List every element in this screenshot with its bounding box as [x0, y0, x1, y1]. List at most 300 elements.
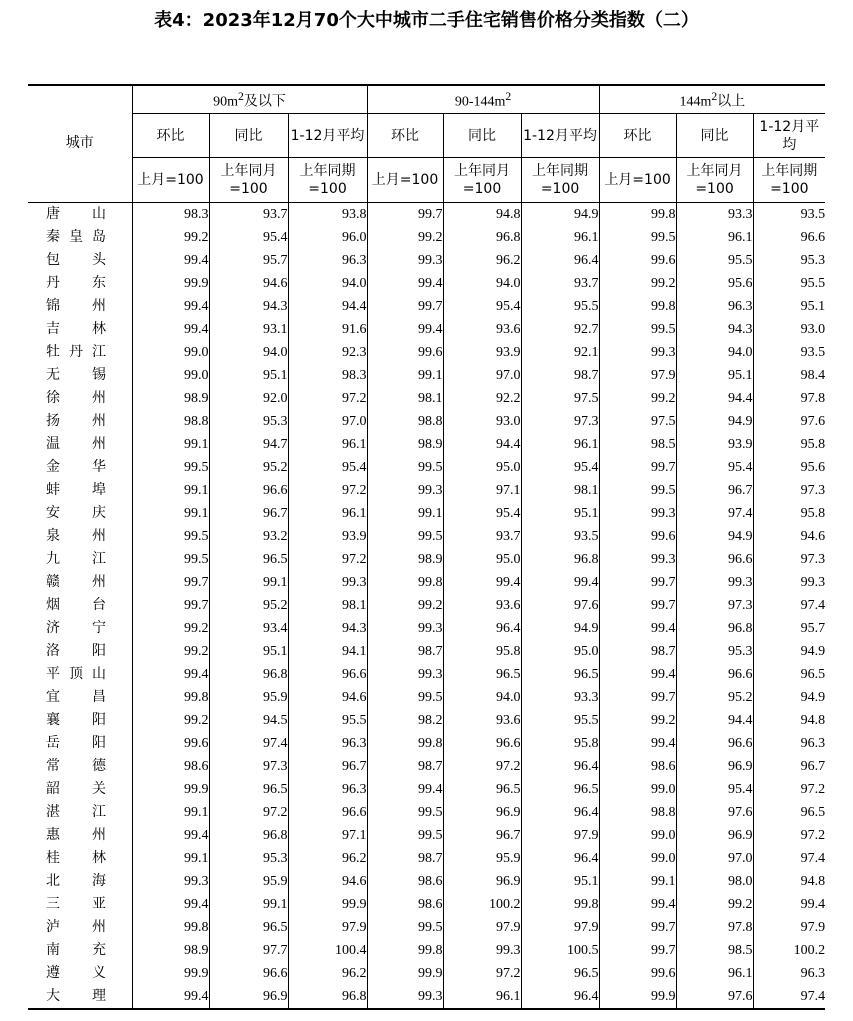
index-value-cell: 96.6 — [676, 732, 753, 755]
index-value-cell: 97.8 — [753, 387, 825, 410]
table-row — [28, 870, 825, 893]
table-row — [28, 272, 825, 295]
city-cell — [28, 594, 132, 617]
index-value-cell: 95.2 — [676, 686, 753, 709]
index-value-cell: 100.2 — [753, 939, 825, 962]
index-value-cell: 97.5 — [599, 410, 676, 433]
index-value-cell: 95.3 — [676, 640, 753, 663]
index-value-cell: 95.0 — [443, 548, 521, 571]
table-row — [28, 456, 825, 479]
index-value-cell: 95.9 — [443, 847, 521, 870]
table-row — [28, 801, 825, 824]
sub-header: 环比 — [132, 114, 209, 158]
index-value-cell: 97.2 — [443, 962, 521, 985]
index-value-cell: 94.4 — [288, 295, 367, 318]
index-value-cell: 98.0 — [676, 870, 753, 893]
city-cell — [28, 732, 132, 755]
index-value-cell: 99.6 — [367, 341, 443, 364]
city-cell — [28, 824, 132, 847]
index-value-cell: 99.2 — [599, 709, 676, 732]
index-value-cell: 94.8 — [753, 870, 825, 893]
index-value-cell: 97.8 — [676, 916, 753, 939]
index-value-cell: 96.4 — [521, 249, 599, 272]
city-cell — [28, 962, 132, 985]
city-cell — [28, 617, 132, 640]
index-value-cell: 99.0 — [599, 778, 676, 801]
index-value-cell: 95.2 — [209, 594, 288, 617]
index-value-cell: 96.7 — [676, 479, 753, 502]
index-value-cell: 99.5 — [367, 456, 443, 479]
city-name: 赣州 — [46, 574, 106, 590]
index-value-cell: 96.4 — [521, 755, 599, 778]
index-value-cell: 99.9 — [288, 893, 367, 916]
index-value-cell: 99.2 — [132, 709, 209, 732]
index-value-cell: 99.4 — [599, 893, 676, 916]
index-value-cell: 95.4 — [443, 295, 521, 318]
city-cell — [28, 755, 132, 778]
index-value-cell: 99.5 — [367, 824, 443, 847]
index-value-cell: 95.0 — [443, 456, 521, 479]
base-header: 上年同期=100 — [288, 158, 367, 203]
city-cell — [28, 709, 132, 732]
index-value-cell: 97.2 — [443, 755, 521, 778]
index-value-cell: 99.0 — [132, 341, 209, 364]
index-value-cell: 96.4 — [521, 801, 599, 824]
index-value-cell: 95.5 — [521, 295, 599, 318]
city-cell — [28, 295, 132, 318]
index-value-cell: 99.1 — [132, 433, 209, 456]
sub-header: 1-12月平均 — [288, 114, 367, 158]
city-name: 惠州 — [46, 827, 106, 843]
table-row — [28, 594, 825, 617]
index-value-cell: 96.3 — [676, 295, 753, 318]
index-value-cell: 96.8 — [443, 226, 521, 249]
city-cell — [28, 801, 132, 824]
index-value-cell: 97.6 — [676, 985, 753, 1009]
city-cell — [28, 548, 132, 571]
index-value-cell: 94.4 — [443, 433, 521, 456]
index-value-cell: 96.7 — [753, 755, 825, 778]
index-value-cell: 96.6 — [209, 479, 288, 502]
index-value-cell: 97.1 — [288, 824, 367, 847]
index-value-cell: 97.4 — [753, 594, 825, 617]
index-value-cell: 93.9 — [443, 341, 521, 364]
index-value-cell: 96.2 — [443, 249, 521, 272]
index-value-cell: 98.7 — [367, 640, 443, 663]
index-value-cell: 99.7 — [367, 203, 443, 227]
index-value-cell: 96.9 — [209, 985, 288, 1009]
sub-header: 1-12月平均 — [521, 114, 599, 158]
city-cell — [28, 571, 132, 594]
index-value-cell: 99.8 — [367, 939, 443, 962]
index-value-cell: 97.9 — [443, 916, 521, 939]
index-value-cell: 99.9 — [367, 962, 443, 985]
index-value-cell: 94.6 — [288, 870, 367, 893]
index-value-cell: 99.4 — [599, 732, 676, 755]
index-value-cell: 93.8 — [288, 203, 367, 227]
index-value-cell: 99.3 — [367, 617, 443, 640]
index-value-cell: 96.3 — [753, 732, 825, 755]
index-value-cell: 97.4 — [676, 502, 753, 525]
index-value-cell: 99.0 — [132, 364, 209, 387]
index-value-cell: 99.7 — [599, 916, 676, 939]
index-value-cell: 97.3 — [753, 479, 825, 502]
index-value-cell: 99.3 — [367, 249, 443, 272]
index-value-cell: 96.6 — [676, 663, 753, 686]
index-value-cell: 97.6 — [676, 801, 753, 824]
index-value-cell: 96.8 — [209, 824, 288, 847]
index-value-cell: 99.0 — [599, 824, 676, 847]
base-header: 上年同月=100 — [676, 158, 753, 203]
index-value-cell: 97.3 — [676, 594, 753, 617]
city-name: 徐州 — [46, 390, 106, 406]
city-name: 洛阳 — [46, 643, 106, 659]
city-name: 锦州 — [46, 298, 106, 314]
index-value-cell: 99.5 — [367, 916, 443, 939]
table-row — [28, 732, 825, 755]
index-value-cell: 98.8 — [132, 410, 209, 433]
index-value-cell: 98.1 — [288, 594, 367, 617]
sub-header: 同比 — [443, 114, 521, 158]
index-value-cell: 97.0 — [676, 847, 753, 870]
index-value-cell: 96.5 — [753, 801, 825, 824]
sub-header: 环比 — [599, 114, 676, 158]
city-cell — [28, 686, 132, 709]
index-value-cell: 100.5 — [521, 939, 599, 962]
index-value-cell: 94.4 — [676, 709, 753, 732]
index-value-cell: 95.1 — [521, 502, 599, 525]
table-row — [28, 502, 825, 525]
index-value-cell: 93.9 — [288, 525, 367, 548]
city-name: 安庆 — [46, 505, 106, 521]
index-value-cell: 99.4 — [132, 318, 209, 341]
index-value-cell: 99.9 — [132, 778, 209, 801]
city-name: 南充 — [46, 942, 106, 958]
city-cell — [28, 433, 132, 456]
index-value-cell: 93.7 — [209, 203, 288, 227]
index-value-cell: 99.8 — [367, 732, 443, 755]
index-value-cell: 94.0 — [443, 272, 521, 295]
index-value-cell: 95.7 — [753, 617, 825, 640]
index-value-cell: 96.1 — [676, 226, 753, 249]
index-value-cell: 95.1 — [676, 364, 753, 387]
index-value-cell: 93.3 — [521, 686, 599, 709]
city-name: 唐山 — [46, 206, 106, 222]
index-value-cell: 99.7 — [367, 295, 443, 318]
index-value-cell: 96.7 — [288, 755, 367, 778]
table-row — [28, 985, 825, 1009]
city-cell — [28, 456, 132, 479]
index-value-cell: 99.3 — [288, 571, 367, 594]
table-row — [28, 640, 825, 663]
city-cell — [28, 893, 132, 916]
city-name: 金华 — [46, 459, 106, 475]
city-cell — [28, 939, 132, 962]
index-value-cell: 97.4 — [209, 732, 288, 755]
index-value-cell: 99.5 — [599, 479, 676, 502]
city-name: 宜昌 — [46, 689, 106, 705]
city-cell — [28, 916, 132, 939]
city-cell — [28, 318, 132, 341]
index-value-cell: 99.1 — [599, 870, 676, 893]
index-value-cell: 92.0 — [209, 387, 288, 410]
index-value-cell: 95.9 — [209, 686, 288, 709]
index-value-cell: 99.1 — [209, 893, 288, 916]
table-row — [28, 410, 825, 433]
city-cell — [28, 985, 132, 1009]
city-name: 济宁 — [46, 620, 106, 636]
index-value-cell: 95.5 — [288, 709, 367, 732]
city-name: 包头 — [46, 252, 106, 268]
index-value-cell: 95.4 — [288, 456, 367, 479]
index-value-cell: 98.4 — [753, 364, 825, 387]
index-value-cell: 96.1 — [288, 502, 367, 525]
table-row — [28, 387, 825, 410]
index-value-cell: 97.2 — [288, 548, 367, 571]
city-name: 三亚 — [46, 896, 106, 912]
table-row — [28, 341, 825, 364]
index-value-cell: 97.3 — [521, 410, 599, 433]
city-column-header: 城市 — [28, 85, 132, 203]
index-value-cell: 100.2 — [443, 893, 521, 916]
table-row — [28, 709, 825, 732]
index-value-cell: 97.9 — [753, 916, 825, 939]
index-value-cell: 99.7 — [599, 456, 676, 479]
index-value-cell: 93.5 — [753, 341, 825, 364]
index-value-cell: 99.8 — [132, 686, 209, 709]
city-name: 丹东 — [46, 275, 106, 291]
index-value-cell: 92.3 — [288, 341, 367, 364]
index-value-cell: 99.1 — [132, 801, 209, 824]
city-name: 襄阳 — [46, 712, 106, 728]
index-value-cell: 99.2 — [132, 226, 209, 249]
table-title: 表4：2023年12月70个大中城市二手住宅销售价格分类指数（二） — [154, 10, 699, 31]
index-value-cell: 99.3 — [367, 479, 443, 502]
index-value-cell: 95.5 — [521, 709, 599, 732]
index-value-cell: 95.1 — [209, 364, 288, 387]
index-value-cell: 98.9 — [367, 548, 443, 571]
index-value-cell: 99.0 — [599, 847, 676, 870]
index-value-cell: 93.7 — [521, 272, 599, 295]
index-value-cell: 94.3 — [288, 617, 367, 640]
index-value-cell: 99.9 — [599, 985, 676, 1009]
index-value-cell: 99.4 — [132, 824, 209, 847]
index-value-cell: 99.7 — [132, 594, 209, 617]
city-cell — [28, 870, 132, 893]
index-value-cell: 98.1 — [367, 387, 443, 410]
index-value-cell: 97.7 — [209, 939, 288, 962]
index-value-cell: 99.5 — [367, 801, 443, 824]
index-value-cell: 94.8 — [753, 709, 825, 732]
city-cell — [28, 410, 132, 433]
index-value-cell: 94.5 — [209, 709, 288, 732]
index-value-cell: 95.4 — [676, 456, 753, 479]
city-name: 吉林 — [46, 321, 106, 337]
sub-header: 1-12月平均 — [753, 114, 825, 158]
index-value-cell: 99.1 — [132, 847, 209, 870]
index-value-cell: 96.9 — [443, 801, 521, 824]
index-value-cell: 95.4 — [521, 456, 599, 479]
table-row — [28, 548, 825, 571]
table-row — [28, 962, 825, 985]
index-value-cell: 93.6 — [443, 594, 521, 617]
table-row — [28, 295, 825, 318]
index-value-cell: 96.5 — [443, 663, 521, 686]
index-value-cell: 95.4 — [443, 502, 521, 525]
index-value-cell: 99.5 — [599, 226, 676, 249]
index-value-cell: 99.1 — [367, 364, 443, 387]
index-value-cell: 94.6 — [209, 272, 288, 295]
index-value-cell: 94.9 — [753, 686, 825, 709]
index-value-cell: 94.9 — [521, 203, 599, 227]
table-row — [28, 617, 825, 640]
index-value-cell: 95.1 — [209, 640, 288, 663]
index-value-cell: 95.8 — [443, 640, 521, 663]
index-value-cell: 96.1 — [521, 433, 599, 456]
index-value-cell: 97.6 — [753, 410, 825, 433]
index-value-cell: 93.1 — [209, 318, 288, 341]
index-value-cell: 95.9 — [209, 870, 288, 893]
index-value-cell: 94.1 — [288, 640, 367, 663]
city-name: 桂林 — [46, 850, 106, 866]
city-cell — [28, 226, 132, 249]
city-name: 泸州 — [46, 919, 106, 935]
city-name: 岳阳 — [46, 735, 106, 751]
index-value-cell: 99.3 — [599, 502, 676, 525]
index-value-cell: 99.4 — [367, 272, 443, 295]
index-value-cell: 96.6 — [676, 548, 753, 571]
index-value-cell: 99.1 — [209, 571, 288, 594]
base-header: 上年同月=100 — [209, 158, 288, 203]
index-value-cell: 93.6 — [443, 318, 521, 341]
index-value-cell: 95.6 — [753, 456, 825, 479]
index-value-cell: 96.1 — [521, 226, 599, 249]
index-value-cell: 97.4 — [753, 985, 825, 1009]
index-value-cell: 96.6 — [209, 962, 288, 985]
table-row — [28, 479, 825, 502]
index-value-cell: 99.3 — [753, 571, 825, 594]
index-value-cell: 99.4 — [367, 318, 443, 341]
table-row — [28, 571, 825, 594]
index-value-cell: 95.2 — [209, 456, 288, 479]
index-value-cell: 95.8 — [521, 732, 599, 755]
table-row — [28, 847, 825, 870]
city-cell — [28, 640, 132, 663]
index-value-cell: 92.2 — [443, 387, 521, 410]
base-header: 上月=100 — [599, 158, 676, 203]
index-value-cell: 94.3 — [676, 318, 753, 341]
index-value-cell: 96.1 — [443, 985, 521, 1009]
base-header: 上月=100 — [132, 158, 209, 203]
index-value-cell: 95.5 — [676, 249, 753, 272]
index-value-cell: 96.6 — [288, 801, 367, 824]
index-value-cell: 97.3 — [753, 548, 825, 571]
index-value-cell: 99.7 — [599, 594, 676, 617]
price-index-table — [28, 84, 825, 1010]
index-value-cell: 96.9 — [676, 824, 753, 847]
index-value-cell: 96.3 — [288, 732, 367, 755]
index-value-cell: 96.9 — [676, 755, 753, 778]
index-value-cell: 96.4 — [521, 847, 599, 870]
index-value-cell: 99.4 — [132, 249, 209, 272]
index-value-cell: 97.9 — [521, 824, 599, 847]
index-value-cell: 98.7 — [599, 640, 676, 663]
group-header-medium: $90-144m^2$ — [367, 85, 599, 114]
index-value-cell: 99.3 — [599, 341, 676, 364]
table-row — [28, 939, 825, 962]
index-value-cell: 96.4 — [521, 985, 599, 1009]
city-name: 九江 — [46, 551, 106, 567]
index-value-cell: 94.9 — [753, 640, 825, 663]
index-value-cell: 93.5 — [521, 525, 599, 548]
city-name: 遵义 — [46, 965, 106, 981]
index-value-cell: 99.7 — [132, 571, 209, 594]
base-header: 上年同期=100 — [521, 158, 599, 203]
index-value-cell: 96.5 — [521, 962, 599, 985]
index-value-cell: 99.9 — [132, 962, 209, 985]
index-value-cell: 96.0 — [288, 226, 367, 249]
index-value-cell: 99.8 — [521, 893, 599, 916]
index-value-cell: 96.6 — [753, 226, 825, 249]
table-row — [28, 203, 825, 227]
index-value-cell: 98.2 — [367, 709, 443, 732]
city-name: 北海 — [46, 873, 106, 889]
city-cell — [28, 479, 132, 502]
city-name: 秦皇岛 — [46, 229, 106, 245]
index-value-cell: 98.6 — [599, 755, 676, 778]
base-header: 上年同期=100 — [753, 158, 825, 203]
city-name: 烟台 — [46, 597, 106, 613]
index-value-cell: 98.7 — [521, 364, 599, 387]
index-value-cell: 98.8 — [599, 801, 676, 824]
index-value-cell: 97.0 — [443, 364, 521, 387]
table-row — [28, 226, 825, 249]
index-value-cell: 95.7 — [209, 249, 288, 272]
index-value-cell: 98.7 — [367, 847, 443, 870]
city-cell — [28, 341, 132, 364]
index-value-cell: 96.2 — [288, 847, 367, 870]
index-value-cell: 99.5 — [599, 318, 676, 341]
table-row — [28, 778, 825, 801]
index-value-cell: 98.9 — [132, 387, 209, 410]
city-name: 牡丹江 — [46, 344, 106, 360]
index-value-cell: 99.3 — [676, 571, 753, 594]
index-value-cell: 97.5 — [521, 387, 599, 410]
city-cell — [28, 272, 132, 295]
index-value-cell: 98.8 — [367, 410, 443, 433]
index-value-cell: 99.4 — [753, 893, 825, 916]
city-cell — [28, 525, 132, 548]
city-cell — [28, 778, 132, 801]
index-value-cell: 96.5 — [521, 778, 599, 801]
index-value-cell: 93.9 — [676, 433, 753, 456]
index-value-cell: 96.2 — [288, 962, 367, 985]
index-value-cell: 95.0 — [521, 640, 599, 663]
index-value-cell: 99.3 — [367, 663, 443, 686]
sub-header: 同比 — [676, 114, 753, 158]
index-value-cell: 99.4 — [132, 985, 209, 1009]
base-header: 上月=100 — [367, 158, 443, 203]
index-value-cell: 99.2 — [132, 640, 209, 663]
index-value-cell: 96.5 — [209, 916, 288, 939]
index-value-cell: 99.3 — [443, 939, 521, 962]
index-value-cell: 99.7 — [599, 939, 676, 962]
table-row — [28, 663, 825, 686]
index-value-cell: 97.6 — [521, 594, 599, 617]
index-value-cell: 96.5 — [521, 663, 599, 686]
index-value-cell: 100.4 — [288, 939, 367, 962]
index-value-cell: 96.6 — [443, 732, 521, 755]
